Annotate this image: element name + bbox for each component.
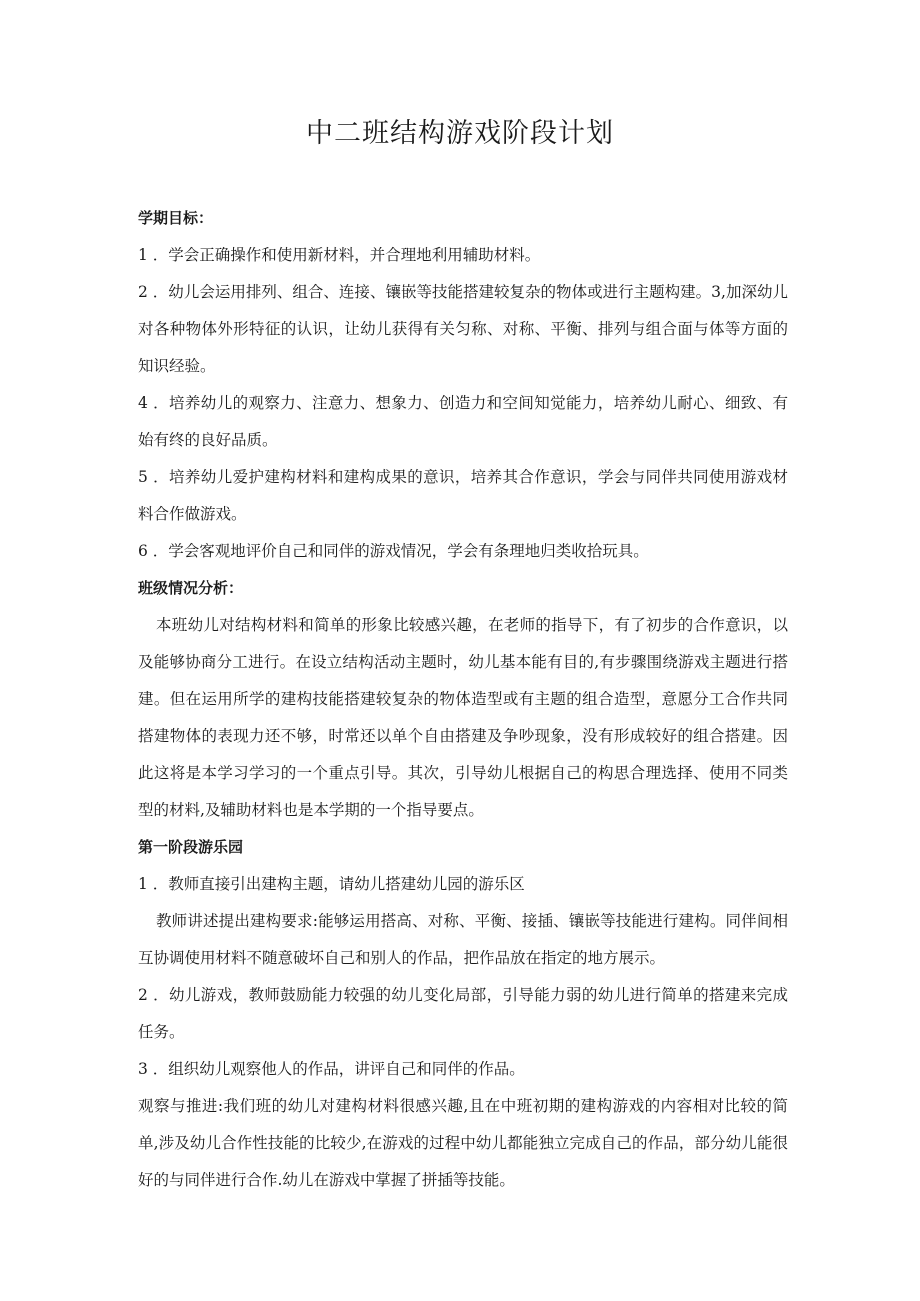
goals-heading: 学期目标： [138,209,214,227]
stage1-observation: 观察与推进:我们班的幼儿对建构材料很感兴趣,且在中班初期的建构游戏的内容相对比较的简单,涉及幼儿合作性技能的比较少,在游戏的过程中幼儿都能独立完成自己的作品，部分幼儿能很好的与同伴进行合作.幼儿在游戏中掌握了拼插等技能。 [138,1097,788,1189]
goal-item: 5 ．培养幼儿爱护建构材料和建构成果的意识，培养其合作意识，学会与同伴共同使用游戏材料合作做游戏。 [138,468,788,523]
goal-item: 4 ．培养幼儿的观察力、注意力、想象力、创造力和空间知觉能力，培养幼儿耐心、细致、有始有终的良好品质。 [138,394,788,449]
stage1-step: 3 ．组织幼儿观察他人的作品，讲评自己和同伴的作品。 [138,1060,525,1078]
stage1-step-detail: 教师讲述提出建构要求:能够运用搭高、对称、平衡、接插、镶嵌等技能进行建构。同伴间相互协调使用材料不随意破坏自己和别人的作品，把作品放在指定的地方展示。 [138,912,788,967]
stage1-step: 1 ．教师直接引出建构主题，请幼儿搭建幼儿园的游乐区 [138,875,525,893]
goal-item: 6 ．学会客观地评价自己和同伴的游戏情况，学会有条理地归类收拾玩具。 [138,542,649,560]
document-body [138,200,788,1199]
stage1-step: 2 ．幼儿游戏，教师鼓励能力较强的幼儿变化局部，引导能力弱的幼儿进行简单的搭建来完成任务。 [138,986,788,1041]
goal-item: 2 ．幼儿会运用排列、组合、连接、镶嵌等技能搭建较复杂的物体或进行主题构建。3,加深幼儿对各种物体外形特征的认识，让幼儿获得有关匀称、对称、平衡、排列与组合面与体等方面的知识经验。 [138,283,788,375]
analysis-heading: 班级情况分析： [138,579,244,597]
goal-item: 1 ．学会正确操作和使用新材料，并合理地利用辅助材料。 [138,246,541,264]
analysis-paragraph: 本班幼儿对结构材料和简单的形象比较感兴趣，在老师的指导下，有了初步的合作意识，以及能够协商分工进行。在设立结构活动主题时，幼儿基本能有目的,有步骤围绕游戏主题进行搭建。但在运用所学的建构技能搭建较复杂的物体造型或有主题的组合造型，意愿分工合作共同搭建物体的表现力还不够，时常还以单个自由搭建及争吵现象，没有形成较好的组合搭建。因此这将是本学习学习的一个重点引导。其次，引导幼儿根据自己的构思合理选择、使用不同类型的材料,及辅助材料也是本学期的一个指导要点。 [138,616,788,819]
document-title: 中二班结构游戏阶段计划 [306,118,614,149]
stage1-heading: 第一阶段游乐园 [138,838,244,856]
